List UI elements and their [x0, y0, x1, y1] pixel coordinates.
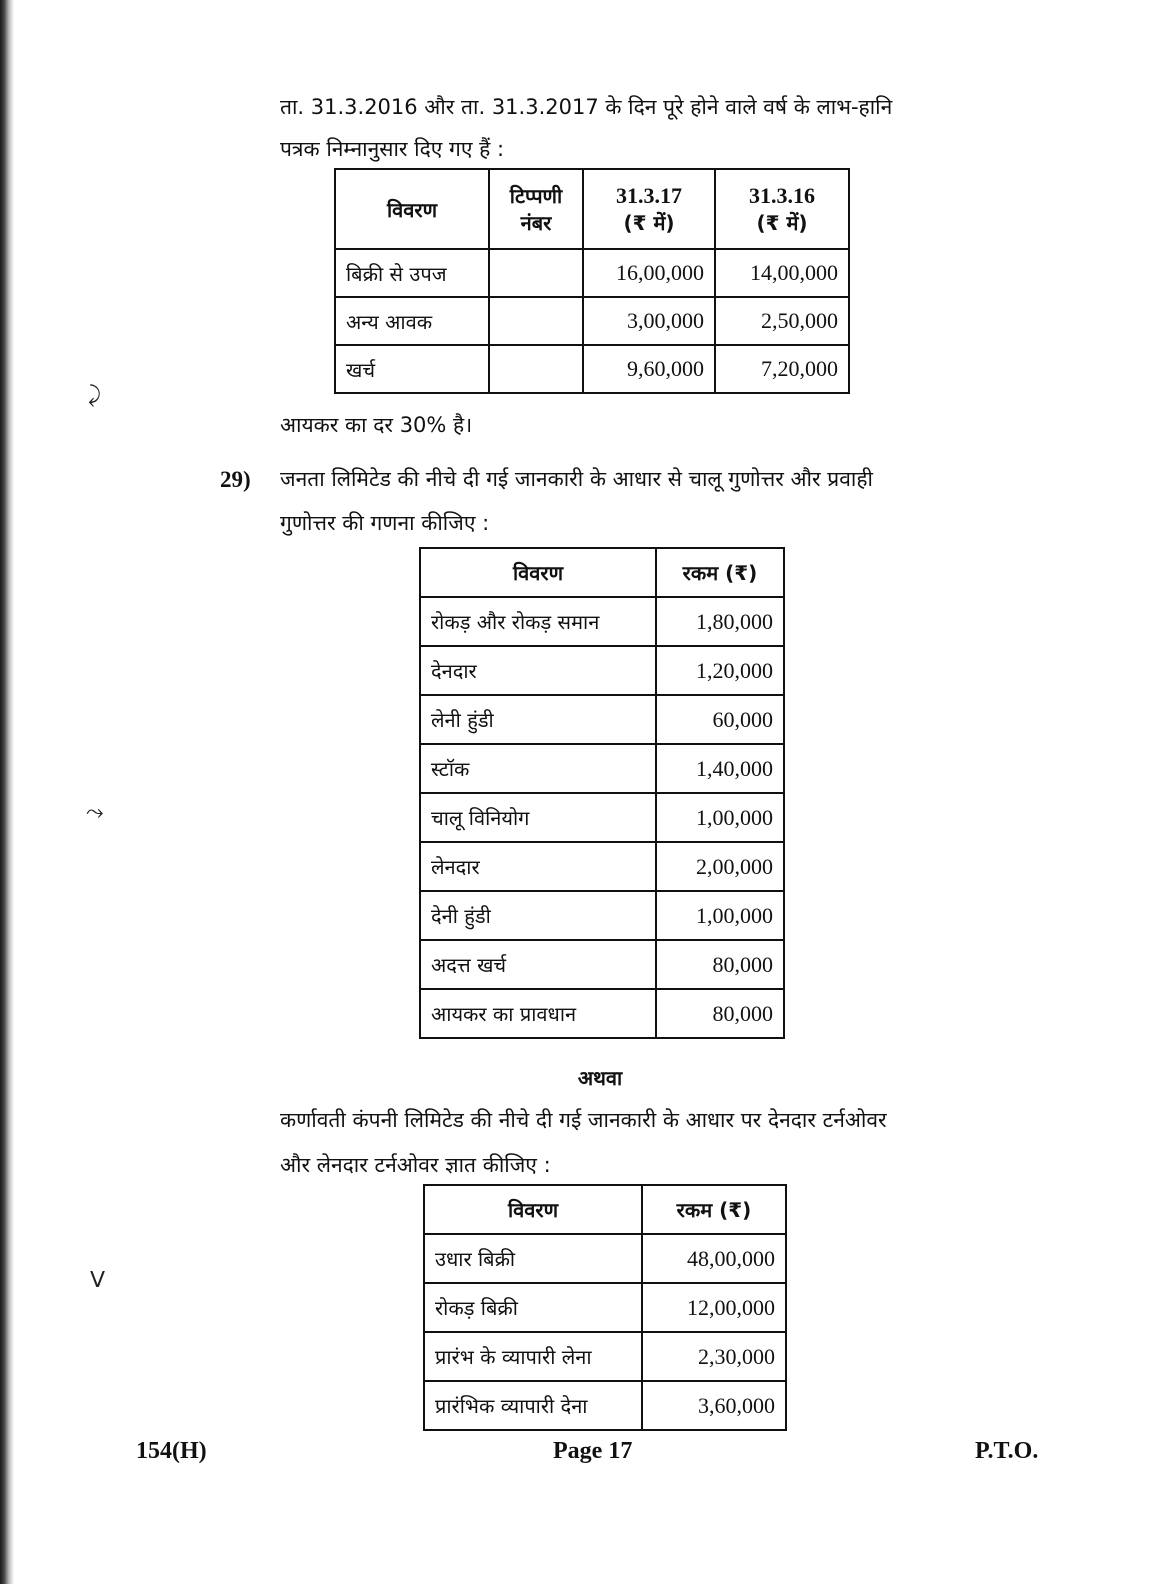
table-header-row — [424, 1185, 786, 1234]
table-row — [420, 891, 784, 940]
row-amount: 1,40,000 — [656, 744, 784, 793]
table-row — [335, 249, 849, 297]
row-label: प्रारंभ के व्यापारी लेना — [424, 1332, 642, 1381]
header-2016 — [715, 169, 849, 249]
scan-mark: ᐯ — [90, 1268, 106, 1293]
row-value-2017: 16,00,000 — [583, 249, 715, 297]
header-amount: रकम (₹) — [656, 548, 784, 597]
header-2017 — [583, 169, 715, 249]
table-row — [420, 597, 784, 646]
row-label: देनदार — [420, 646, 656, 695]
row-label: रोकड़ और रोकड़ समान — [420, 597, 656, 646]
row-amount: 1,00,000 — [656, 891, 784, 940]
current-ratio-table — [419, 547, 785, 1039]
header-2016-date: 31.3.16 — [749, 182, 815, 208]
header-particulars: विवरण — [424, 1185, 642, 1234]
header-note-line2: नंबर — [520, 211, 552, 235]
row-label: लेनी हुंडी — [420, 695, 656, 744]
question-number: 29) — [220, 467, 251, 492]
header-note-line1: टिप्पणी — [509, 184, 563, 208]
table-row — [420, 940, 784, 989]
alt-question-line-2: और लेनदार टर्नओवर ज्ञात कीजिए : — [280, 1153, 551, 1177]
row-label: देनी हुंडी — [420, 891, 656, 940]
row-label: खर्च — [335, 345, 489, 393]
turnover-table — [423, 1184, 787, 1431]
header-note — [489, 169, 583, 249]
or-heading: अथवा — [577, 1066, 623, 1090]
row-amount: 1,20,000 — [656, 646, 784, 695]
row-label: चालू विनियोग — [420, 793, 656, 842]
question-29-line-1: जनता लिमिटेड की नीचे दी गई जानकारी के आधार से चालू गुणोत्तर और प्रवाही — [280, 467, 873, 491]
table-row — [335, 297, 849, 345]
row-amount: 3,60,000 — [642, 1381, 786, 1430]
table-header-row — [335, 169, 849, 249]
scan-edge — [0, 0, 14, 1584]
table-row — [424, 1234, 786, 1283]
row-label: अदत्त खर्च — [420, 940, 656, 989]
table-row — [420, 989, 784, 1038]
question-29-line-2: गुणोत्तर की गणना कीजिए : — [280, 511, 490, 535]
tax-rate-note: आयकर का दर 30% है। — [280, 413, 473, 437]
row-label: स्टॉक — [420, 744, 656, 793]
paper-code: 154(H) — [136, 1438, 207, 1464]
row-label: लेनदार — [420, 842, 656, 891]
row-amount: 2,30,000 — [642, 1332, 786, 1381]
header-2017-unit: (₹ में) — [623, 210, 675, 235]
row-value-2017: 3,00,000 — [583, 297, 715, 345]
scan-mark: ⤸ — [88, 383, 102, 408]
row-label: अन्य आवक — [335, 297, 489, 345]
table-row — [424, 1332, 786, 1381]
table-row — [420, 744, 784, 793]
row-value-2017: 9,60,000 — [583, 345, 715, 393]
intro-line-2: पत्रक निम्नानुसार दिए गए हैं : — [280, 137, 505, 161]
table-row — [420, 842, 784, 891]
row-value-2016: 7,20,000 — [715, 345, 849, 393]
row-amount: 80,000 — [656, 989, 784, 1038]
scan-mark: ⤳ — [86, 800, 104, 825]
row-amount: 2,00,000 — [656, 842, 784, 891]
header-particulars: विवरण — [420, 548, 656, 597]
row-label: आयकर का प्रावधान — [420, 989, 656, 1038]
page-number: Page 17 — [553, 1438, 633, 1464]
table-row — [420, 695, 784, 744]
row-label: बिक्री से उपज — [335, 249, 489, 297]
table-row — [424, 1283, 786, 1332]
row-note — [489, 345, 583, 393]
header-particulars: विवरण — [335, 169, 489, 249]
row-amount: 60,000 — [656, 695, 784, 744]
header-amount: रकम (₹) — [642, 1185, 786, 1234]
row-amount: 48,00,000 — [642, 1234, 786, 1283]
row-note — [489, 249, 583, 297]
header-2017-date: 31.3.17 — [616, 182, 682, 208]
table-row — [420, 646, 784, 695]
row-amount: 1,80,000 — [656, 597, 784, 646]
please-turn-over: P.T.O. — [975, 1438, 1039, 1464]
table-row — [420, 793, 784, 842]
profit-loss-table — [334, 168, 850, 394]
row-amount: 1,00,000 — [656, 793, 784, 842]
intro-line-1: ता. 31.3.2016 और ता. 31.3.2017 के दिन पूरे होने वाले वर्ष के लाभ-हानि — [280, 95, 893, 119]
row-label: उधार बिक्री — [424, 1234, 642, 1283]
alt-question-line-1: कर्णावती कंपनी लिमिटेड की नीचे दी गई जानकारी के आधार पर देनदार टर्नओवर — [280, 1108, 887, 1132]
table-header-row — [420, 548, 784, 597]
row-note — [489, 297, 583, 345]
row-amount: 12,00,000 — [642, 1283, 786, 1332]
row-value-2016: 2,50,000 — [715, 297, 849, 345]
table-row — [424, 1381, 786, 1430]
table-row — [335, 345, 849, 393]
header-2016-unit: (₹ में) — [756, 210, 808, 235]
row-label: रोकड़ बिक्री — [424, 1283, 642, 1332]
row-value-2016: 14,00,000 — [715, 249, 849, 297]
row-label: प्रारंभिक व्यापारी देना — [424, 1381, 642, 1430]
row-amount: 80,000 — [656, 940, 784, 989]
